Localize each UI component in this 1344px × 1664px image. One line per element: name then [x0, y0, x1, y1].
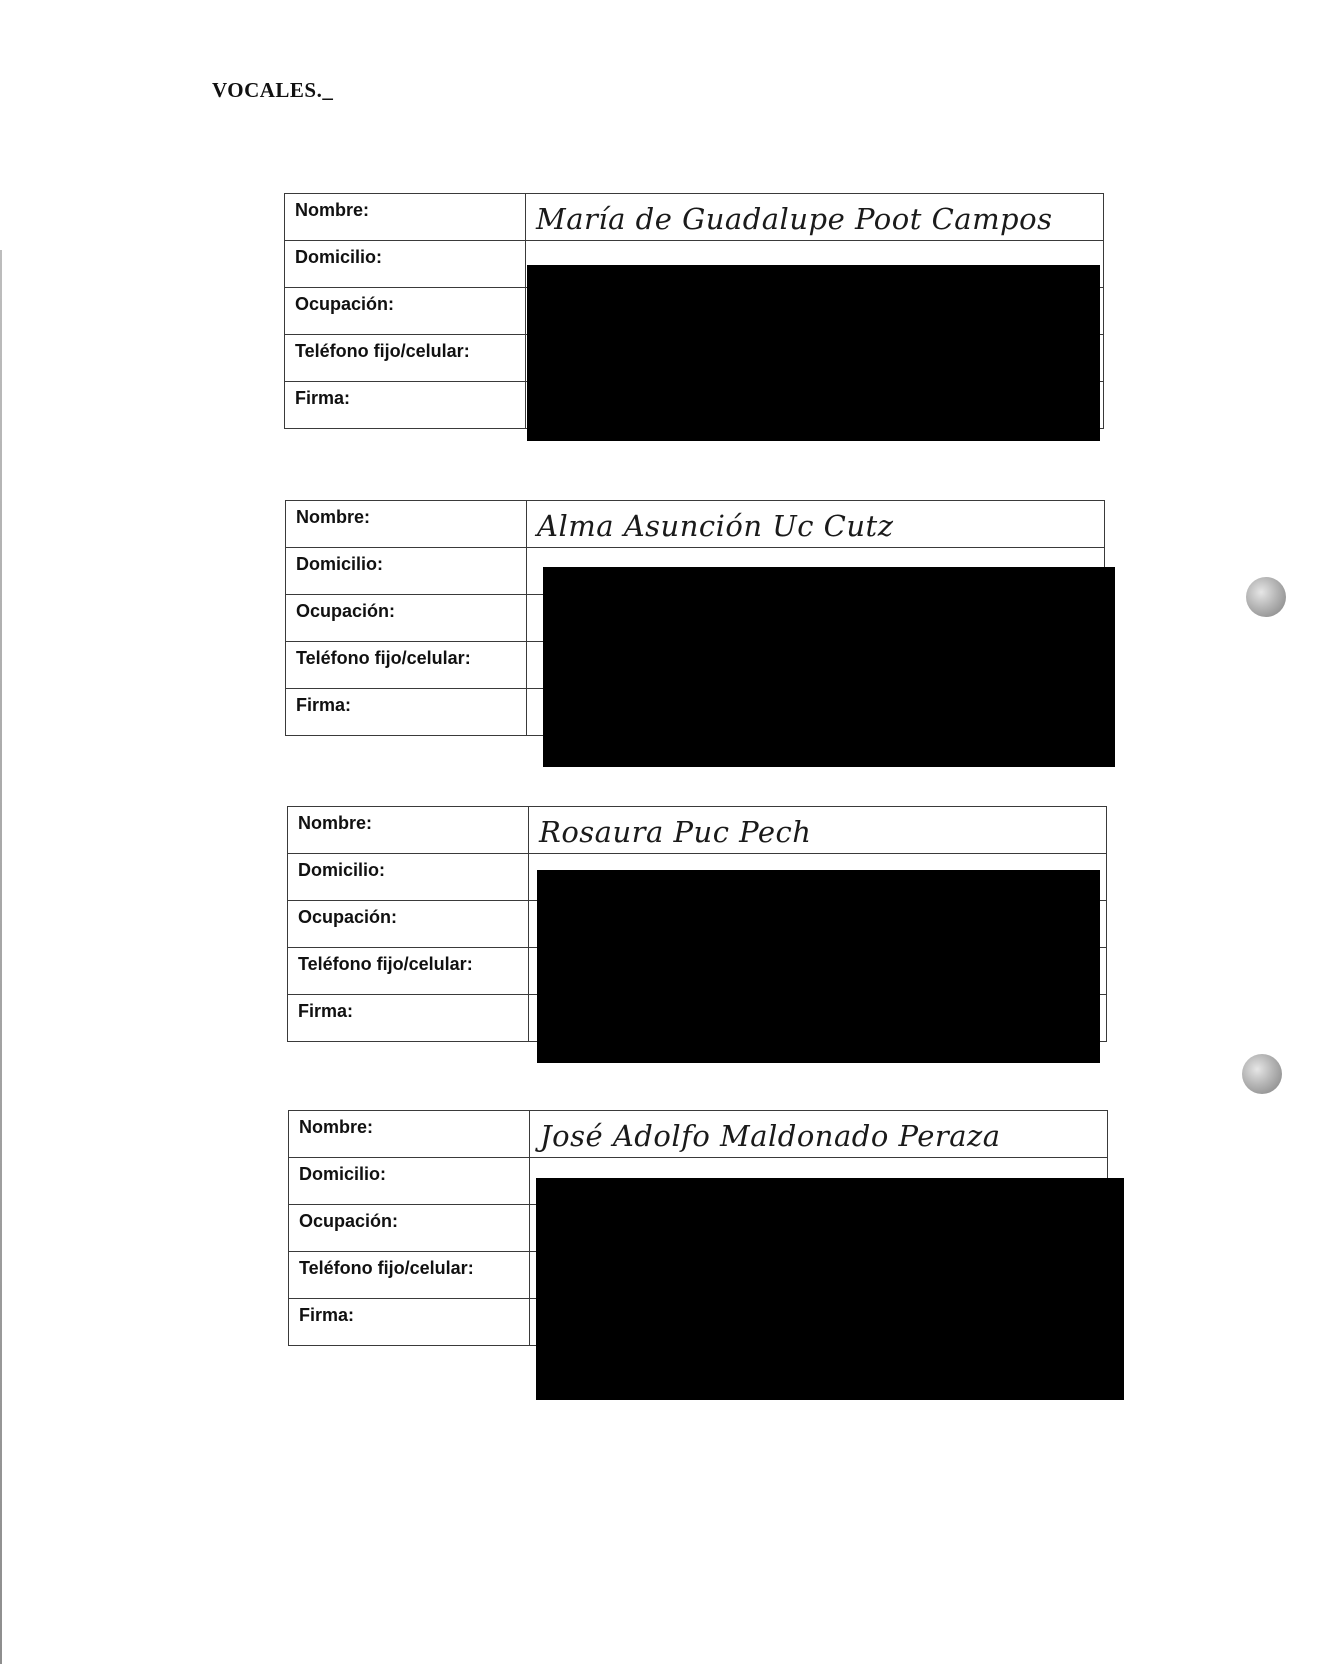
redaction-block [543, 567, 1115, 767]
firma-label: Firma: [296, 695, 352, 715]
vocal-card-2 [285, 500, 1105, 732]
firma-label: Firma: [295, 388, 351, 408]
redaction-block [536, 1178, 1124, 1400]
nombre-value: Rosaura Puc Pech [539, 815, 812, 849]
punch-hole [1246, 577, 1286, 617]
scan-edge [0, 250, 2, 1664]
ocupacion-label: Ocupación: [298, 907, 398, 927]
firma-label: Firma: [298, 1001, 354, 1021]
ocupacion-label: Ocupación: [295, 294, 395, 314]
punch-hole [1242, 1054, 1282, 1094]
redaction-block [527, 265, 1100, 441]
firma-label: Firma: [299, 1305, 355, 1325]
redaction-block [537, 870, 1100, 1063]
domicilio-label: Domicilio: [296, 554, 384, 574]
nombre-value: José Adolfo Maldonado Peraza [540, 1119, 1001, 1153]
vocal-card-4 [288, 1110, 1108, 1342]
nombre-label: Nombre: [299, 1117, 374, 1137]
telefono-label: Teléfono fijo/celular: [295, 341, 470, 361]
nombre-label: Nombre: [295, 200, 370, 220]
nombre-value: María de Guadalupe Poot Campos [536, 202, 1053, 236]
domicilio-label: Domicilio: [298, 860, 386, 880]
telefono-label: Teléfono fijo/celular: [298, 954, 473, 974]
page-heading: VOCALES._ [212, 78, 334, 102]
domicilio-label: Domicilio: [299, 1164, 387, 1184]
nombre-value: Alma Asunción Uc Cutz [537, 509, 894, 543]
domicilio-label: Domicilio: [295, 247, 383, 267]
telefono-label: Teléfono fijo/celular: [299, 1258, 474, 1278]
ocupacion-label: Ocupación: [299, 1211, 399, 1231]
telefono-label: Teléfono fijo/celular: [296, 648, 471, 668]
vocal-card-1 [284, 193, 1104, 425]
vocal-card-3 [287, 806, 1107, 1038]
nombre-label: Nombre: [296, 507, 371, 527]
ocupacion-label: Ocupación: [296, 601, 396, 621]
nombre-label: Nombre: [298, 813, 373, 833]
